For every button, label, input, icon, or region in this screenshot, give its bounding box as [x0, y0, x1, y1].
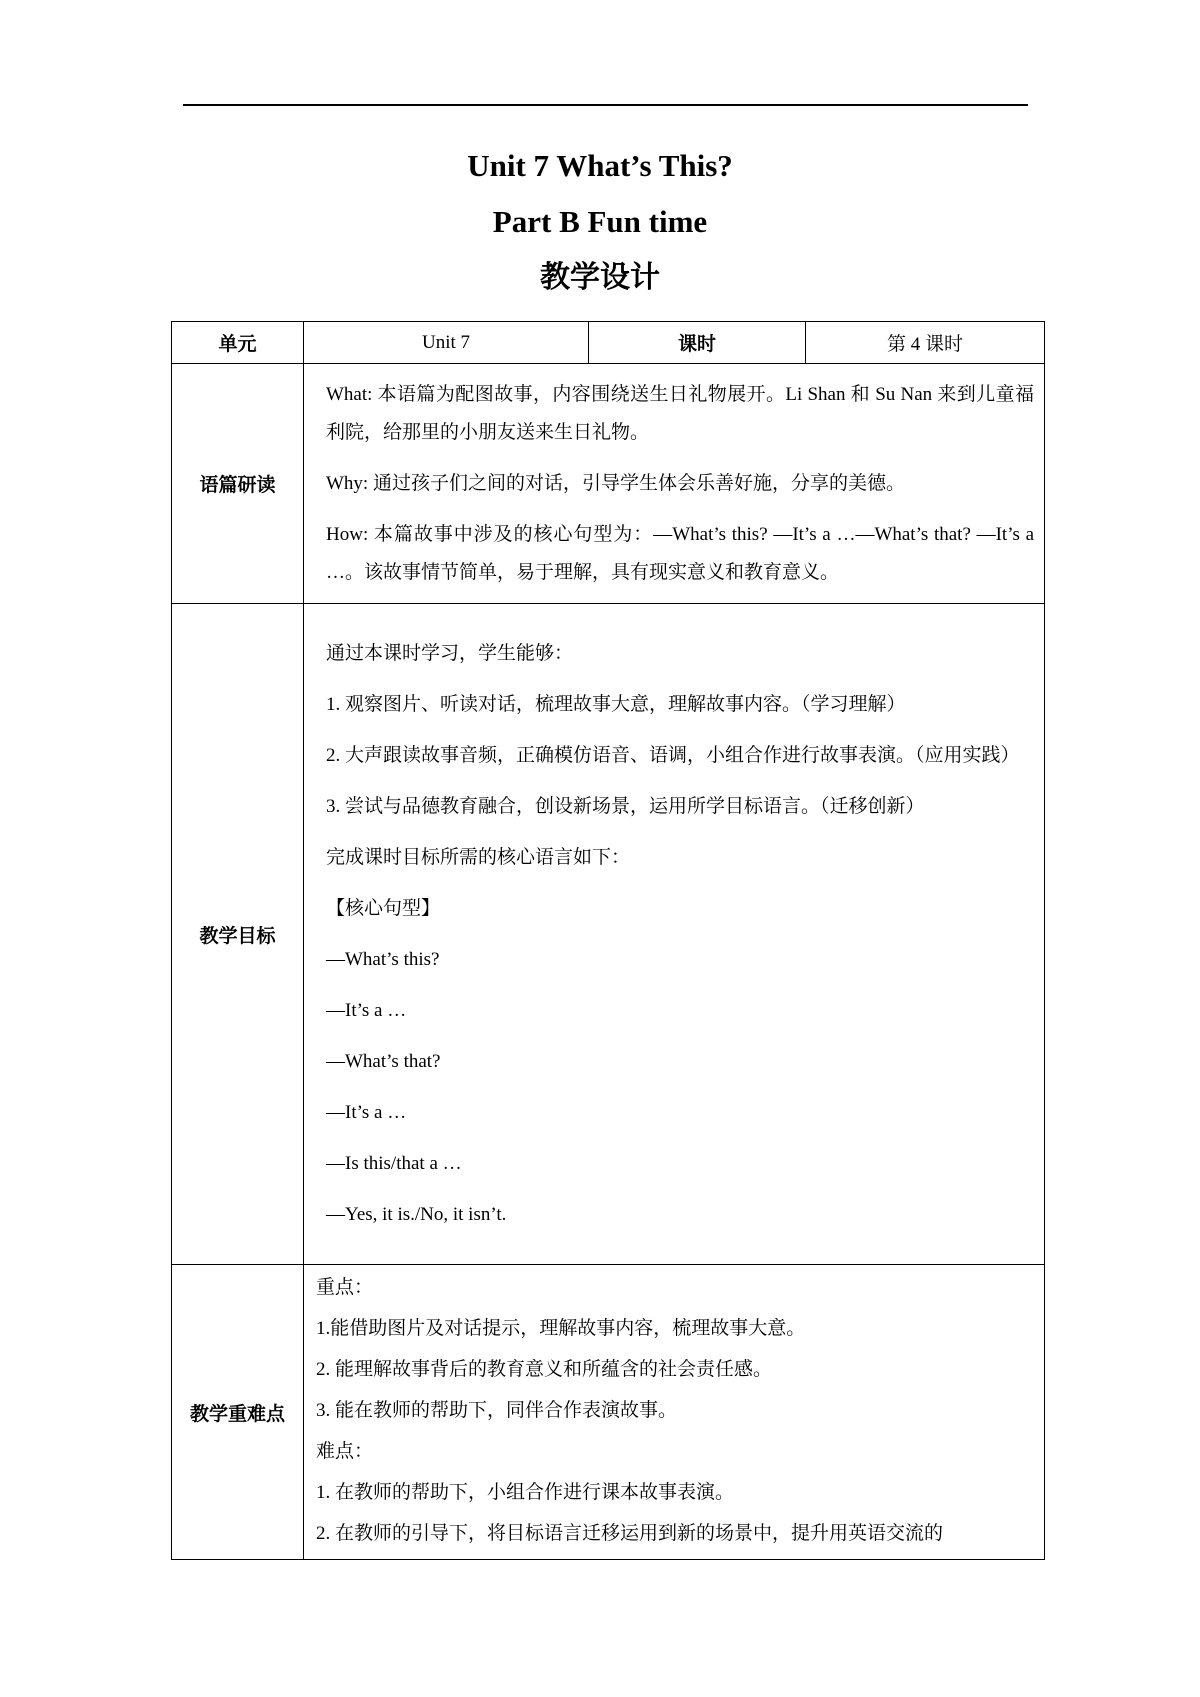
key-points-label: 教学重难点	[172, 1265, 304, 1560]
teaching-goals-label: 教学目标	[172, 604, 304, 1265]
core-sentence: —What’s that?	[326, 1050, 441, 1072]
key-points-row	[172, 1265, 1045, 1560]
text-study-why: Why: 通过孩子们之间的对话，引导学生体会乐善好施，分享的美德。	[326, 472, 905, 494]
goal-item: 1. 观察图片、听读对话，梳理故事大意，理解故事内容。（学习理解）	[326, 693, 906, 715]
difficulties-heading: 难点：	[316, 1441, 374, 1462]
core-sentence: —It’s a …	[326, 1101, 407, 1123]
doc-title-part: Part B Fun time	[492, 204, 708, 239]
period-value: 第 4 课时	[806, 322, 1045, 364]
text-study-what: What: 本语篇为配图故事，内容围绕送生日礼物展开。Li Shan 和 Su Nan 来到儿童福利院，给那里的小朋友送来生日礼物。	[326, 383, 1034, 443]
core-sentence: —It’s a …	[326, 999, 407, 1021]
text-study-row	[172, 364, 1045, 604]
teaching-goals-row	[172, 604, 1045, 1265]
key-point-item: 2. 能理解故事背后的教育意义和所蕴含的社会责任感。	[316, 1359, 773, 1380]
period-label: 课时	[589, 322, 806, 364]
doc-title-unit: Unit 7 What’s This?	[467, 148, 733, 183]
lesson-plan-table	[171, 321, 1045, 1560]
core-sentence: —What’s this?	[326, 948, 440, 970]
difficulty-item: 2. 在教师的引导下，将目标语言迁移运用到新的场景中，提升用英语交流的	[316, 1523, 944, 1544]
text-study-how: How: 本篇故事中涉及的核心句型为：—What’s this? —It’s a …—What’s that? —It’s a …。该故事情节简单，易于理解，具有现实意义和教育意义。	[326, 523, 1034, 583]
key-points-heading: 重点：	[316, 1277, 374, 1298]
unit-value: Unit 7	[304, 322, 589, 364]
teaching-goals-content	[304, 604, 1045, 1265]
goal-item: 3. 尝试与品德教育融合，创设新场景，运用所学目标语言。（迁移创新）	[326, 795, 925, 817]
difficulty-item: 1. 在教师的帮助下，小组合作进行课本故事表演。	[316, 1482, 735, 1503]
header-row	[172, 322, 1045, 364]
key-point-item: 3. 能在教师的帮助下，同伴合作表演故事。	[316, 1400, 678, 1421]
core-language-intro: 完成课时目标所需的核心语言如下：	[326, 846, 631, 868]
key-point-item: 1.能借助图片及对话提示，理解故事内容，梳理故事大意。	[316, 1318, 806, 1339]
goals-intro: 通过本课时学习，学生能够：	[326, 642, 574, 664]
key-points-content	[304, 1265, 1045, 1560]
text-study-label: 语篇研读	[172, 364, 304, 604]
core-sentence: —Yes, it is./No, it isn’t.	[326, 1203, 507, 1225]
text-study-content	[304, 364, 1045, 604]
header-rule	[183, 104, 1028, 106]
unit-label: 单元	[172, 322, 304, 364]
doc-title-design: 教学设计	[540, 260, 660, 295]
core-sentences-heading: 【核心句型】	[326, 897, 441, 919]
goal-item: 2. 大声跟读故事音频，正确模仿语音、语调，小组合作进行故事表演。（应用实践）	[326, 744, 1020, 766]
core-sentence: —Is this/that a …	[326, 1152, 462, 1174]
